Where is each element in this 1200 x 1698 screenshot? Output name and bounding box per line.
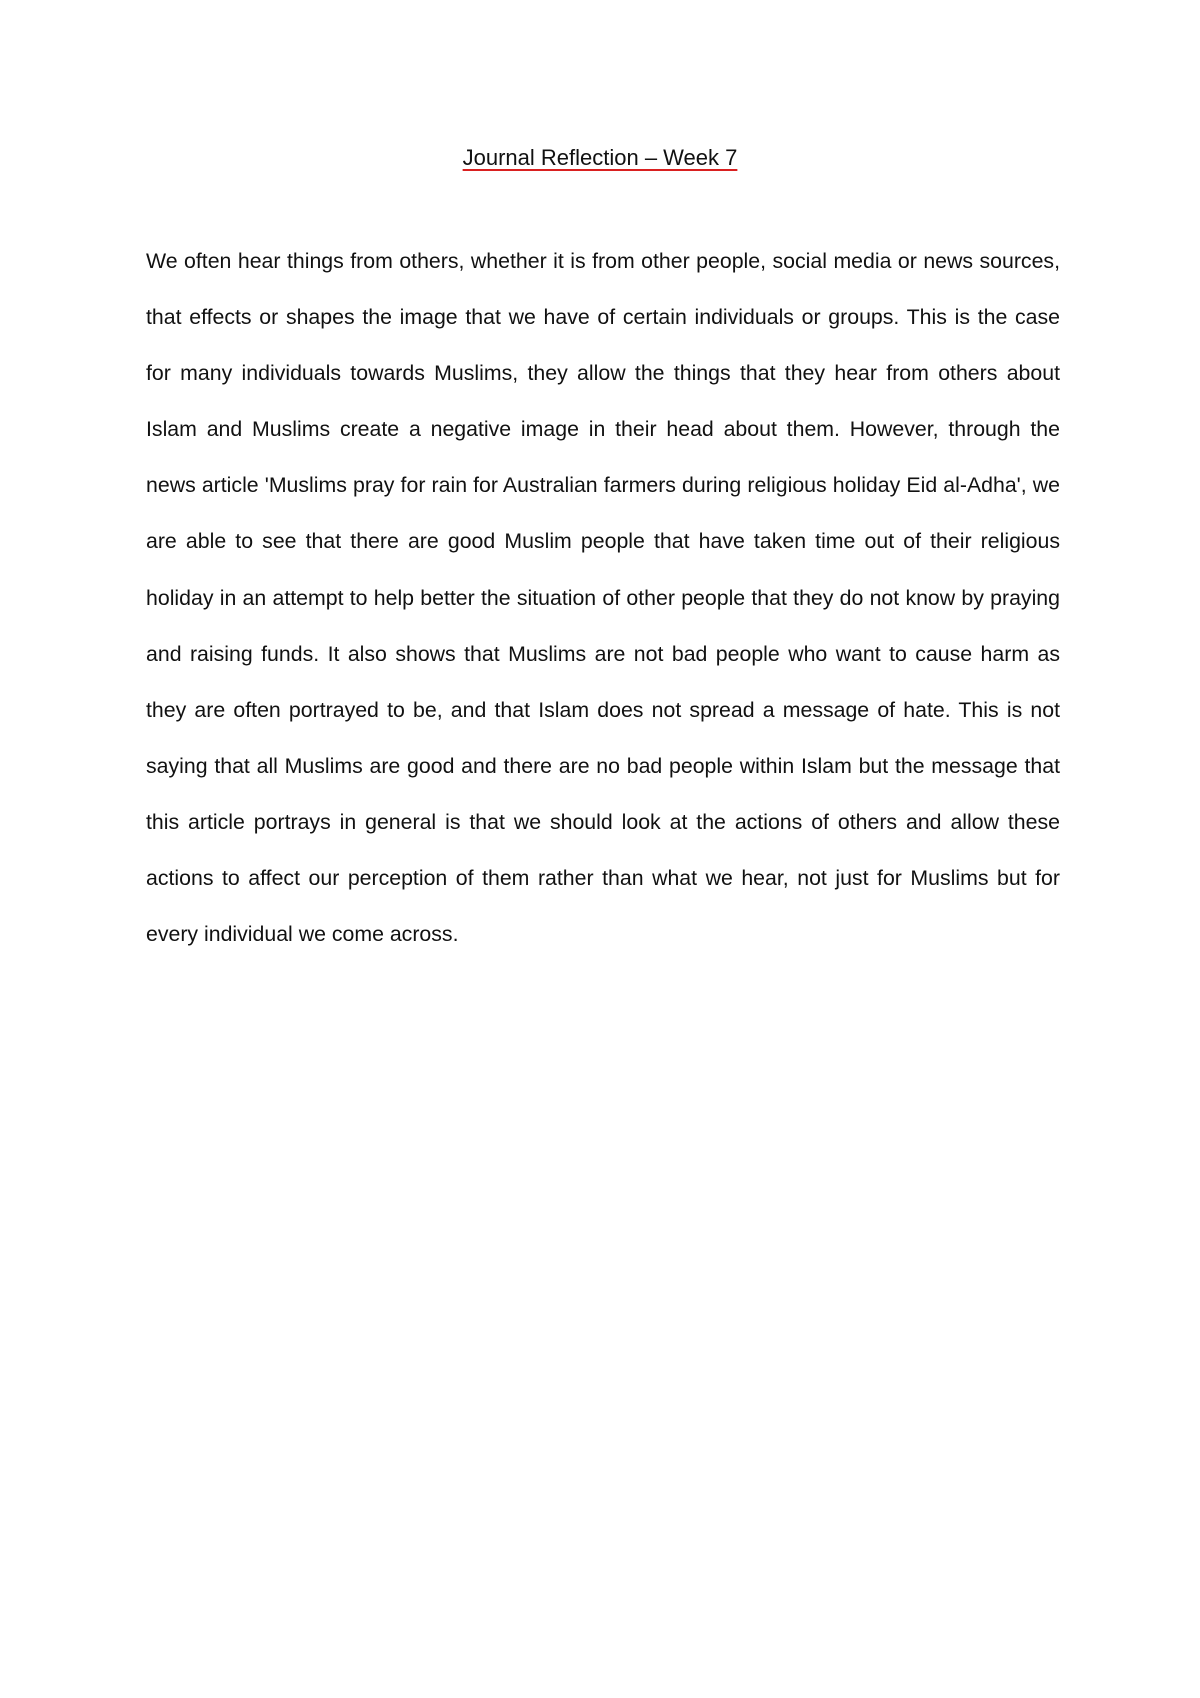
- document-title-text: Journal Reflection – Week 7: [462, 145, 738, 170]
- body-paragraph: We often hear things from others, whether it is from other people, social media or news sources, that effects or shapes the image that we have of certain individuals or groups. This is the case for many individuals towards Muslims, they allow the things that they hear from others about Islam and Muslims create a negative image in their head about them. However, through the news article 'Muslims pray for rain for Australian farmers during religious holiday Eid al-Adha', we are able to see that there are good Muslim people that have taken time out of their religious holiday in an attempt to help better the situation of other people that they do not know by praying and raising funds. It also shows that Muslims are not bad people who want to cause harm as they are often portrayed to be, and that Islam does not spread a message of hate. This is not saying that all Muslims are good and there are no bad people within Islam but the message that this article portrays in general is that we should look at the actions of others and allow these actions to affect our perception of them rather than what we hear, not just for Muslims but for every individual we come across.: [146, 249, 1060, 947]
- document-title: [0, 140, 1200, 176]
